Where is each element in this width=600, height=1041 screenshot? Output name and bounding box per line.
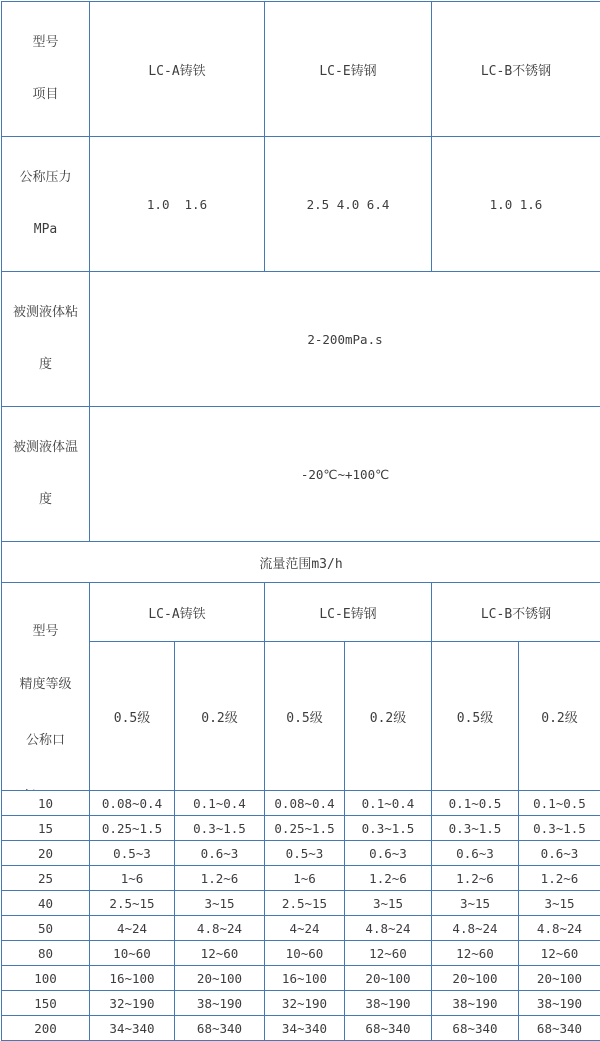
- flow-cell: 0.6~3: [175, 841, 265, 866]
- flow-cell: 12~60: [345, 941, 432, 966]
- flow-cell: 20~100: [432, 966, 519, 991]
- corner-label-item: 项目: [2, 84, 89, 106]
- flow-cell: 2.5~15: [90, 891, 175, 916]
- flow-cell: 0.25~1.5: [90, 816, 175, 841]
- dn-value: 25: [2, 866, 90, 891]
- flow-range-title-row: [2, 542, 600, 583]
- accuracy-header-3: 0.5级: [265, 642, 345, 791]
- corner-dn-line1: 公称口: [2, 728, 89, 754]
- flow-cell: 3~15: [432, 891, 519, 916]
- flow-cell: 3~15: [175, 891, 265, 916]
- dn-value: 20: [2, 841, 90, 866]
- corner-dn-line2: [2, 784, 89, 791]
- flow-cell: 4.8~24: [519, 916, 600, 941]
- flow-cell: 0.5~3: [265, 841, 345, 866]
- model-header-lcb: LC-B不锈钢: [432, 2, 600, 137]
- flow-cell: 0.6~3: [519, 841, 600, 866]
- accuracy-header-5: 0.5级: [432, 642, 519, 791]
- flow-cell: 0.6~3: [432, 841, 519, 866]
- flow-cell: 0.5~3: [90, 841, 175, 866]
- corner-label-model: 型号: [2, 32, 89, 54]
- flow-cell: 10~60: [265, 941, 345, 966]
- accuracy-header-row: [2, 642, 600, 791]
- dn-row-20: [2, 841, 600, 866]
- pressure-unit: MPa: [2, 219, 89, 241]
- flow-range-title: 流量范围m3/h: [2, 542, 600, 583]
- dn-row-150: [2, 991, 600, 1016]
- flow-cell: 1~6: [265, 866, 345, 891]
- dn-value: 200: [2, 1016, 90, 1041]
- flow-cell: 0.3~1.5: [432, 816, 519, 841]
- corner-accuracy-dn-label: [2, 642, 89, 791]
- flow-cell: 68~340: [519, 1016, 600, 1041]
- flow-cell: 68~340: [345, 1016, 432, 1041]
- header-row: [2, 2, 600, 137]
- model-header2-lce: LC-E铸钢: [265, 583, 432, 642]
- viscosity-label-line2: 度: [2, 354, 89, 376]
- model-header2-lca: LC-A铸铁: [90, 583, 265, 642]
- pressure-label-cell: [2, 137, 90, 272]
- accuracy-header-6: 0.2级: [519, 642, 600, 791]
- flow-cell: 4~24: [265, 916, 345, 941]
- temperature-value: -20℃~+100℃: [90, 407, 600, 542]
- flow-cell: 1.2~6: [175, 866, 265, 891]
- temperature-label-cell: [2, 407, 90, 542]
- flow-cell: 0.3~1.5: [519, 816, 600, 841]
- pressure-value-lce: 2.5 4.0 6.4: [265, 137, 432, 272]
- dn-row-200: [2, 1016, 600, 1041]
- flow-cell: 0.6~3: [345, 841, 432, 866]
- flow-cell: 32~190: [265, 991, 345, 1016]
- flow-cell: 38~190: [345, 991, 432, 1016]
- flow-cell: 0.3~1.5: [175, 816, 265, 841]
- flow-cell: 0.1~0.4: [175, 791, 265, 816]
- pressure-label: 公称压力: [2, 167, 89, 189]
- flow-cell: 38~190: [175, 991, 265, 1016]
- flow-cell: 4.8~24: [175, 916, 265, 941]
- pressure-value-lca: 1.0 1.6: [90, 137, 265, 272]
- flow-cell: 10~60: [90, 941, 175, 966]
- pressure-row: [2, 137, 600, 272]
- flow-cell: 4.8~24: [432, 916, 519, 941]
- flow-cell: 0.25~1.5: [265, 816, 345, 841]
- corner-inner: [2, 613, 89, 760]
- flow-cell: 20~100: [519, 966, 600, 991]
- flow-cell: 0.1~0.5: [519, 791, 600, 816]
- flow-cell: 0.1~0.5: [432, 791, 519, 816]
- flow-cell: 4~24: [90, 916, 175, 941]
- flow-cell: 20~100: [345, 966, 432, 991]
- accuracy-header-1: 0.5级: [90, 642, 175, 791]
- dn-row-40: [2, 891, 600, 916]
- dn-value: 50: [2, 916, 90, 941]
- model-header-lce: LC-E铸钢: [265, 2, 432, 137]
- dn-row-80: [2, 941, 600, 966]
- accuracy-header-2: 0.2级: [175, 642, 265, 791]
- flow-cell: 68~340: [432, 1016, 519, 1041]
- viscosity-row: [2, 272, 600, 407]
- flow-cell: 68~340: [175, 1016, 265, 1041]
- pressure-value-lcb: 1.0 1.6: [432, 137, 600, 272]
- temperature-label-line2: 度: [2, 489, 89, 511]
- corner-header-cell: [2, 2, 90, 137]
- flow-cell: 16~100: [265, 966, 345, 991]
- flow-cell: 1.2~6: [432, 866, 519, 891]
- accuracy-header-4: 0.2级: [345, 642, 432, 791]
- temperature-label-line1: 被测液体温: [2, 437, 89, 459]
- temperature-row: [2, 407, 600, 542]
- dn-value: 40: [2, 891, 90, 916]
- model-header-row-2: [2, 583, 600, 642]
- flow-cell: 34~340: [90, 1016, 175, 1041]
- flow-cell: 16~100: [90, 966, 175, 991]
- flow-cell: 38~190: [432, 991, 519, 1016]
- dn-row-25: [2, 866, 600, 891]
- corner-model-label: 型号: [2, 622, 89, 642]
- flow-cell: 0.08~0.4: [265, 791, 345, 816]
- flow-cell: 0.3~1.5: [345, 816, 432, 841]
- dn-value: 150: [2, 991, 90, 1016]
- flow-cell: 20~100: [175, 966, 265, 991]
- dn-value: 10: [2, 791, 90, 816]
- dn-value: 15: [2, 816, 90, 841]
- dn-row-50: [2, 916, 600, 941]
- dn-value: 100: [2, 966, 90, 991]
- dn-value: 80: [2, 941, 90, 966]
- flow-cell: 1.2~6: [345, 866, 432, 891]
- flow-cell: 0.08~0.4: [90, 791, 175, 816]
- flowmeter-spec-table: [1, 1, 600, 1041]
- dn-row-100: [2, 966, 600, 991]
- flow-cell: 1~6: [90, 866, 175, 891]
- model-header-lca: LC-A铸铁: [90, 2, 265, 137]
- viscosity-label-line1: 被测液体粘: [2, 302, 89, 324]
- corner-accuracy-line: 精度等级: [2, 672, 89, 698]
- flow-cell: 32~190: [90, 991, 175, 1016]
- dn-row-15: [2, 816, 600, 841]
- model-header2-lcb: LC-B不锈钢: [432, 583, 600, 642]
- flow-cell: 38~190: [519, 991, 600, 1016]
- flow-cell: 12~60: [519, 941, 600, 966]
- flow-cell: 4.8~24: [345, 916, 432, 941]
- corner-cell-bottom: [2, 583, 90, 791]
- flow-cell: 3~15: [519, 891, 600, 916]
- viscosity-value: 2-200mPa.s: [90, 272, 600, 407]
- viscosity-label-cell: [2, 272, 90, 407]
- flow-cell: 12~60: [175, 941, 265, 966]
- flow-cell: 12~60: [432, 941, 519, 966]
- flow-cell: 34~340: [265, 1016, 345, 1041]
- flow-cell: 0.1~0.4: [345, 791, 432, 816]
- flow-cell: 3~15: [345, 891, 432, 916]
- dn-row-10: [2, 791, 600, 816]
- flow-cell: 1.2~6: [519, 866, 600, 891]
- flow-cell: 2.5~15: [265, 891, 345, 916]
